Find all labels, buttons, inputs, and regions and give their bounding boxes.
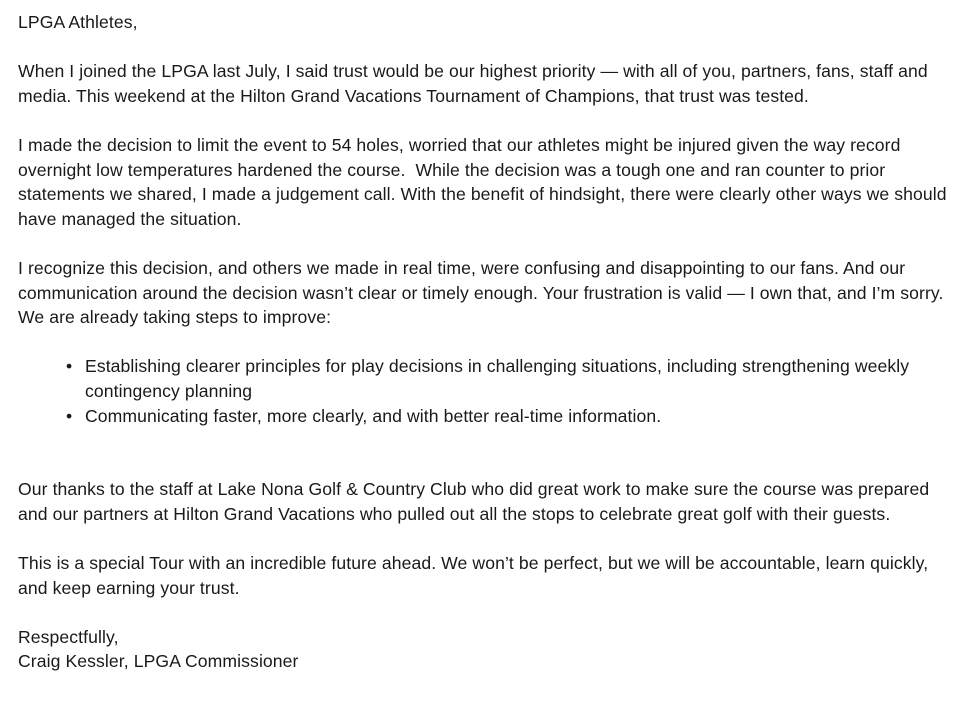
improvements-list: [18, 354, 950, 428]
spacer: [18, 453, 950, 478]
paragraph-decision: I made the decision to limit the event to 54 holes, worried that our athletes might be injured given the way record overnight low temperatures hardened the course. While the decision was a tough one and ran counter to prior statements we shared, I made a judgement call. With the benefit of hindsight, there were clearly other ways we should have managed the situation.: [18, 134, 952, 229]
paragraph-apology: I recognize this decision, and others we made in real time, were confusing and disappointing to our fans. And our communication around the decision wasn’t clear or timely enough. Your frustration is valid — I own that, and I’m sorry. We are already taking steps to improve:: [18, 257, 949, 328]
closing-block: [18, 625, 950, 674]
paragraph-future: This is a special Tour with an incredible future ahead. We won’t be perfect, but we will be accountable, learn quickly, and keep earning your trust.: [18, 553, 934, 598]
list-item: • Communicating faster, more clearly, and with better real-time information.: [66, 404, 950, 429]
paragraph-thanks: Our thanks to the staff at Lake Nona Golf & Country Club who did great work to make sure the course was prepared and our partners at Hilton Grand Vacations who pulled out all the stops to celebrate great golf with their guests.: [18, 479, 935, 524]
list-item: • Establishing clearer principles for play decisions in challenging situations, including strengthening weekly contingency planning: [66, 354, 950, 403]
valediction: Respectfully,: [18, 626, 119, 647]
paragraph-intro: When I joined the LPGA last July, I said trust would be our highest priority — with all of you, partners, fans, staff and media. This weekend at the Hilton Grand Vacations Tournament of Champions, that trust was tested.: [18, 61, 933, 106]
salutation: LPGA Athletes,: [18, 12, 138, 32]
signature: Craig Kessler, LPGA Commissioner: [18, 651, 299, 672]
